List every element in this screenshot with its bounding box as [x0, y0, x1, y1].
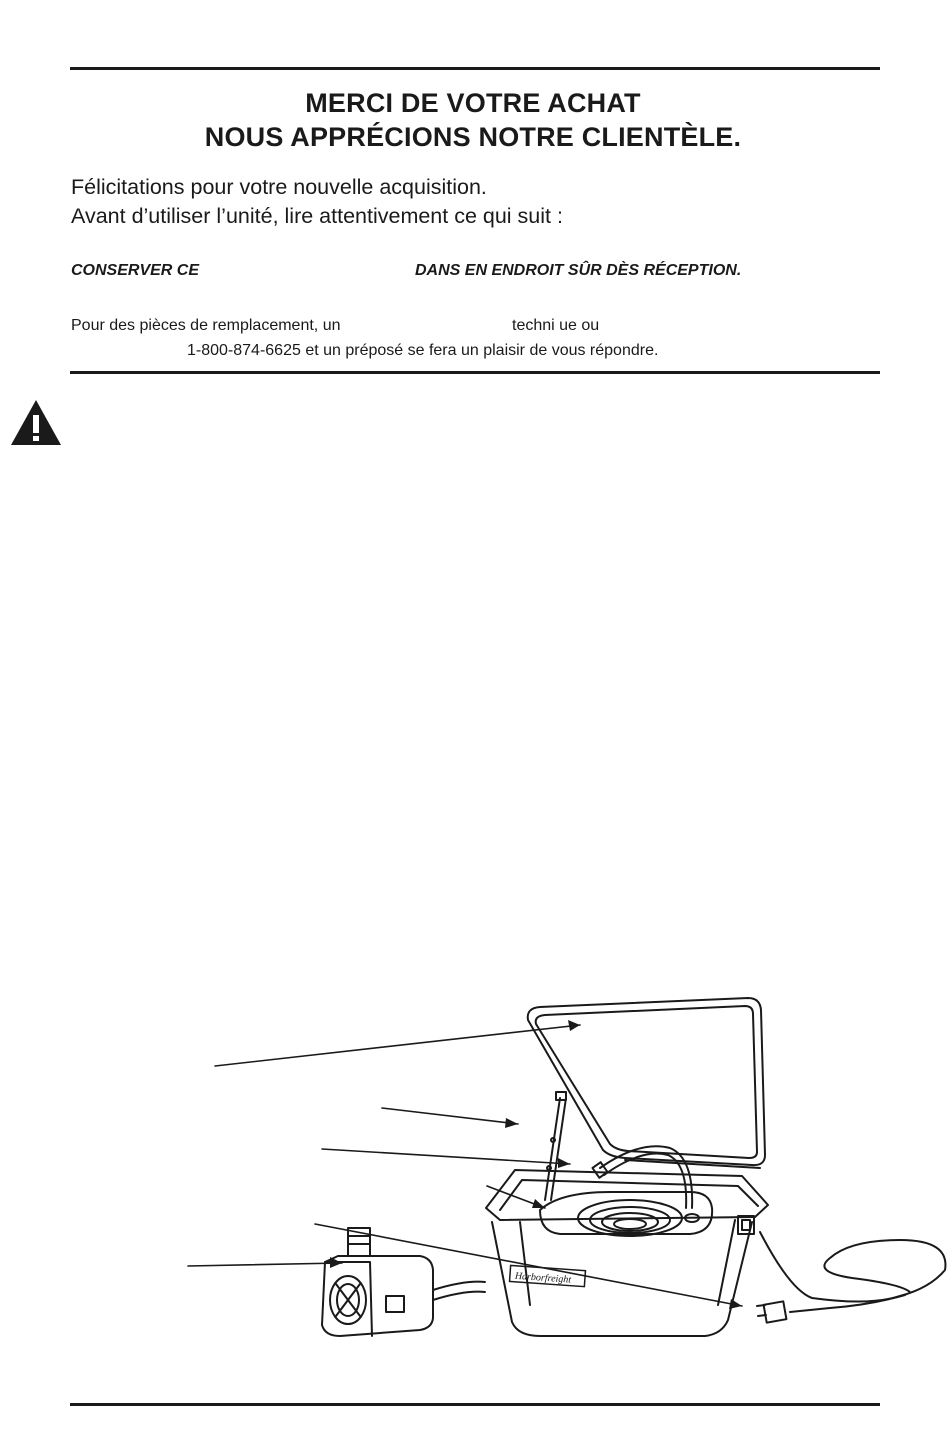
tub [486, 1170, 768, 1336]
warning-triangle-icon [9, 398, 63, 448]
intro-congratulations: Félicitations pour votre nouvelle acquisition. [71, 175, 487, 199]
contact-text-part1: Pour des pièces de remplacement, un [71, 317, 341, 334]
lid-support-arm [545, 1092, 566, 1200]
parts-washer-diagram [180, 990, 950, 1390]
power-cord [757, 1232, 945, 1323]
keep-notice-left: CONSERVER CE [71, 262, 200, 279]
page-title: MERCI DE VOTRE ACHAT [305, 88, 641, 118]
nozzle-hose [592, 1146, 692, 1208]
section-rule [70, 371, 880, 374]
contact-phone-line: 1-800-874-6625 et un préposé se fera un plaisir de vous répondre. [187, 342, 659, 359]
keep-notice-right: DANS EN ENDROIT SÛR DÈS RÉCEPTION. [415, 262, 742, 279]
top-rule [70, 67, 880, 70]
lid [528, 998, 765, 1168]
contact-text-part2: techni ue ou [512, 317, 600, 334]
pump [322, 1228, 485, 1336]
leader-lines [188, 1025, 742, 1306]
bottom-rule [70, 1403, 880, 1406]
intro-instructions: Avant d’utiliser l’unité, lire attentivement ce qui suit : [71, 204, 563, 228]
page-subtitle: NOUS APPRÉCIONS NOTRE CLIENTÈLE. [204, 122, 742, 152]
brand-label: Harborfreight [514, 1270, 572, 1286]
